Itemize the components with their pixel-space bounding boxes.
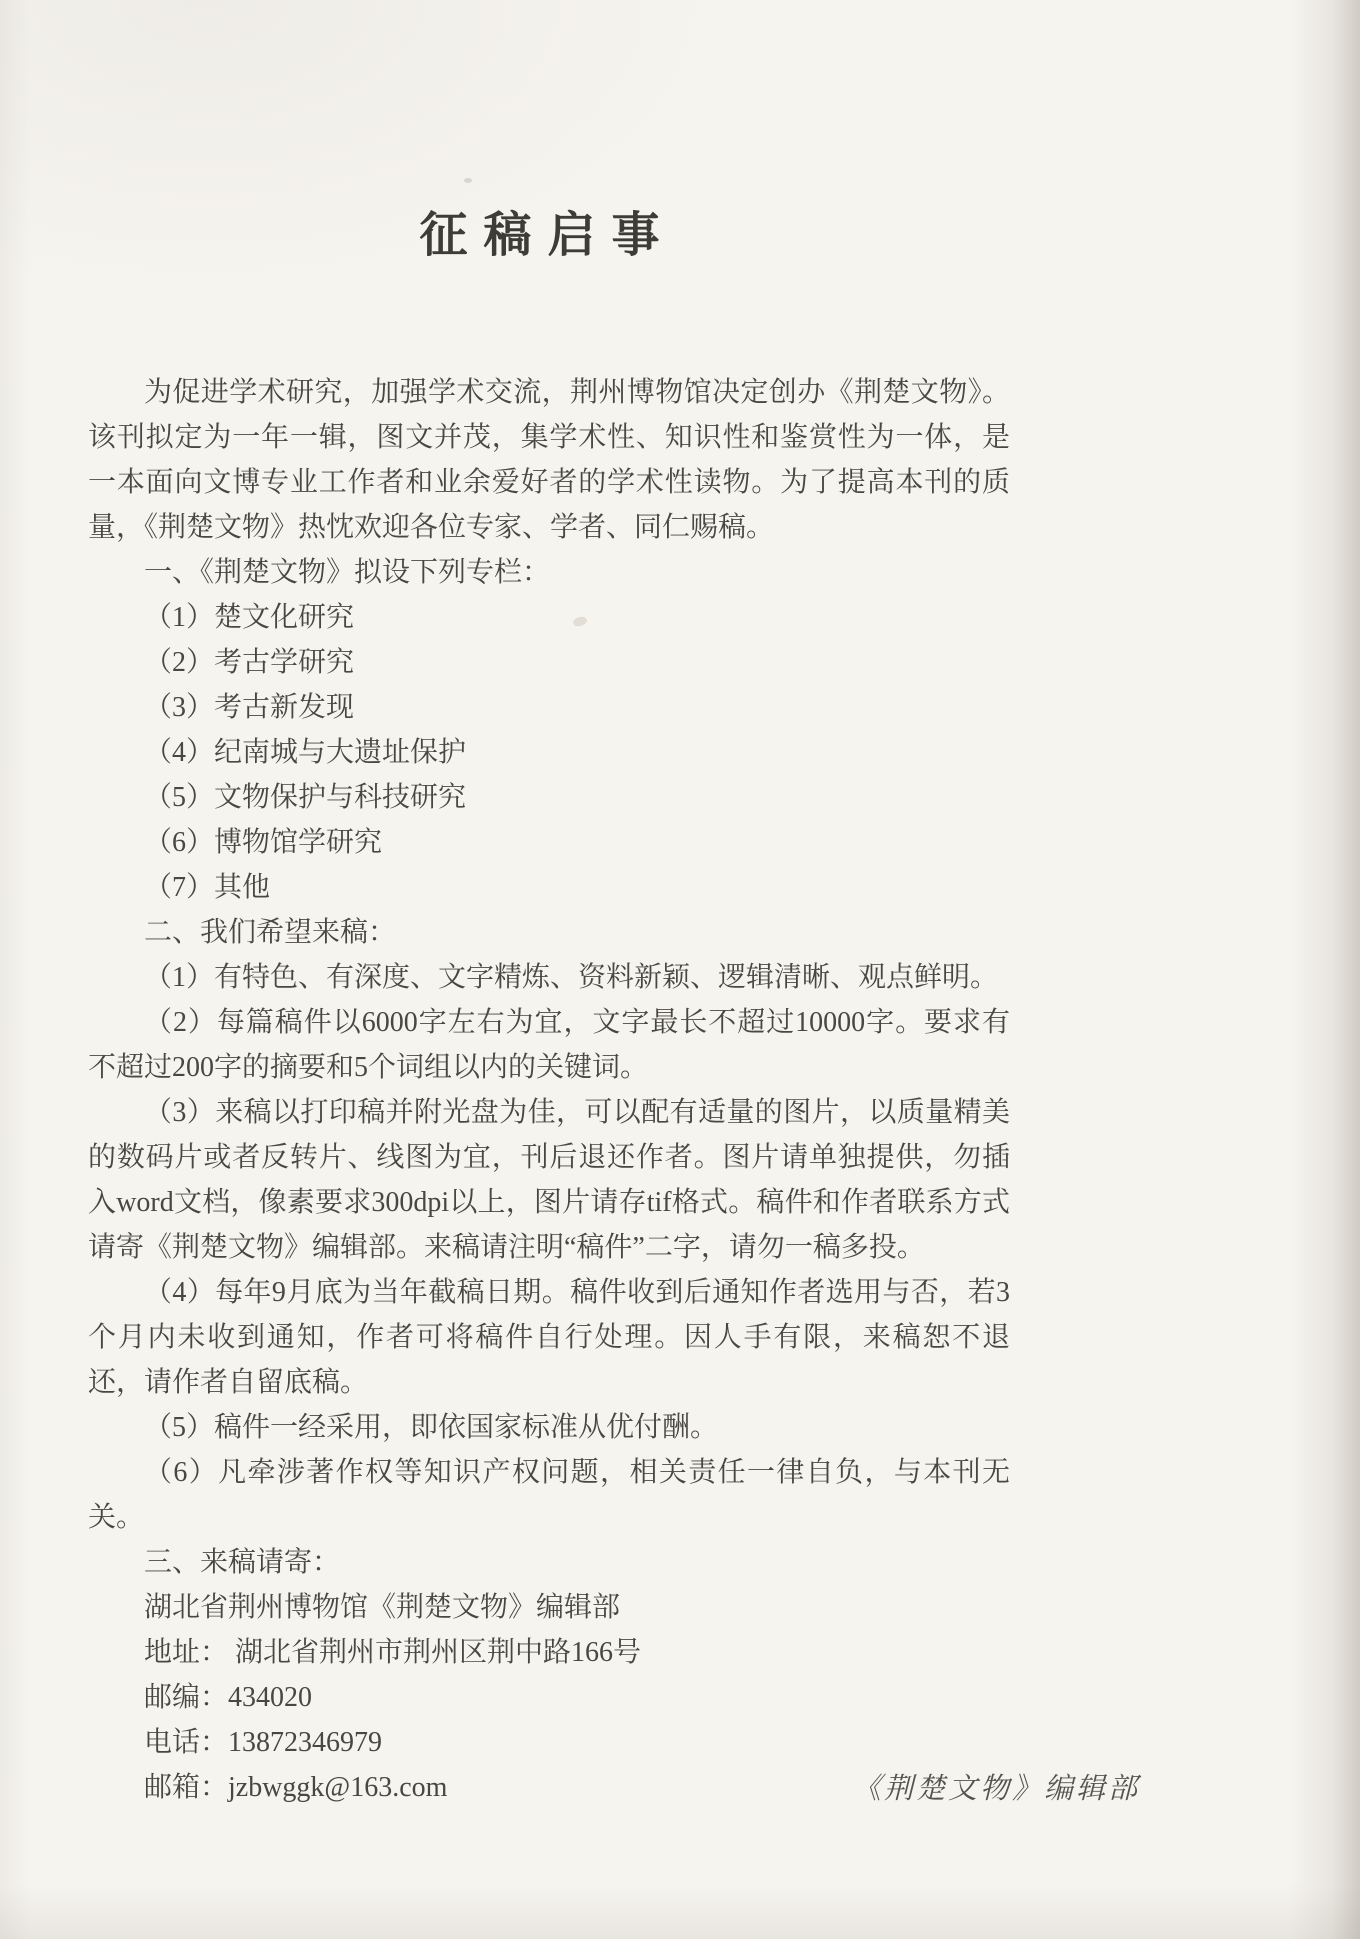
section2-item-5: （5）稿件一经采用，即依国家标准从优付酬。 bbox=[144, 1412, 719, 1443]
email-address: 邮箱：jzbwggk@163.com bbox=[144, 1772, 448, 1803]
editorial-signature: 《荆楚文物》编辑部 bbox=[851, 1773, 1140, 1805]
scan-speck bbox=[464, 178, 472, 183]
section3-heading: 三、来稿请寄： bbox=[144, 1547, 341, 1578]
section2-item-4: （4）每年9月底为当年截稿日期。稿件收到后通知作者选用与否，若3个月内未收到通知，作者可将稿件自行处理。因人手有限，来稿恕不退还，请作者自留底稿。 bbox=[88, 1277, 1010, 1398]
section1-item-7: （7）其他 bbox=[144, 872, 271, 903]
section2-item-6: （6）凡牵涉著作权等知识产权问题，相关责任一律自负，与本刊无关。 bbox=[88, 1457, 1010, 1533]
section1-item-3: （3）考古新发现 bbox=[144, 692, 355, 723]
document-body bbox=[88, 370, 1010, 1810]
section1-item-5: （5）文物保护与科技研究 bbox=[144, 782, 467, 813]
section1-heading: 一、《荆楚文物》拟设下列专栏： bbox=[144, 557, 551, 588]
section2-item-3: （3）来稿以打印稿并附光盘为佳，可以配有适量的图片，以质量精美的数码片或者反转片、线图为宜，刊后退还作者。图片请单独提供，勿插入word文档，像素要求300dpi以上，图片请存tif格式。稿件和作者联系方式请寄《荆楚文物》编辑部。来稿请注明“稿件”二字，请勿一稿多投。 bbox=[88, 1097, 1010, 1263]
section2-item-2: （2）每篇稿件以6000字左右为宜，文字最长不超过10000字。要求有不超过200字的摘要和5个词组以内的关键词。 bbox=[88, 1007, 1010, 1083]
section1-item-1: （1）楚文化研究 bbox=[144, 602, 355, 633]
page-title: 征稿启事 bbox=[419, 209, 676, 262]
section1-item-4: （4）纪南城与大遗址保护 bbox=[144, 737, 467, 768]
mailing-recipient: 湖北省荆州博物馆《荆楚文物》编辑部 bbox=[144, 1592, 621, 1623]
section2-item-1: （1）有特色、有深度、文字精炼、资料新颖、逻辑清晰、观点鲜明。 bbox=[144, 962, 999, 993]
intro-paragraph: 为促进学术研究，加强学术交流，荆州博物馆决定创办《荆楚文物》。该刊拟定为一年一辑，图文并茂，集学术性、知识性和鉴赏性为一体，是一本面向文博专业工作者和业余爱好者的学术性读物。为了提高本刊的质量，《荆楚文物》热忱欢迎各位专家、学者、同仁赐稿。 bbox=[88, 377, 1010, 543]
postal-code: 邮编：434020 bbox=[144, 1682, 313, 1713]
mailing-address: 地址： 湖北省荆州市荆州区荆中路166号 bbox=[144, 1637, 642, 1668]
phone-number: 电话：13872346979 bbox=[144, 1727, 383, 1758]
section1-item-2: （2）考古学研究 bbox=[144, 647, 355, 678]
section2-heading: 二、我们希望来稿： bbox=[144, 917, 397, 948]
section1-item-6: （6）博物馆学研究 bbox=[144, 827, 383, 858]
